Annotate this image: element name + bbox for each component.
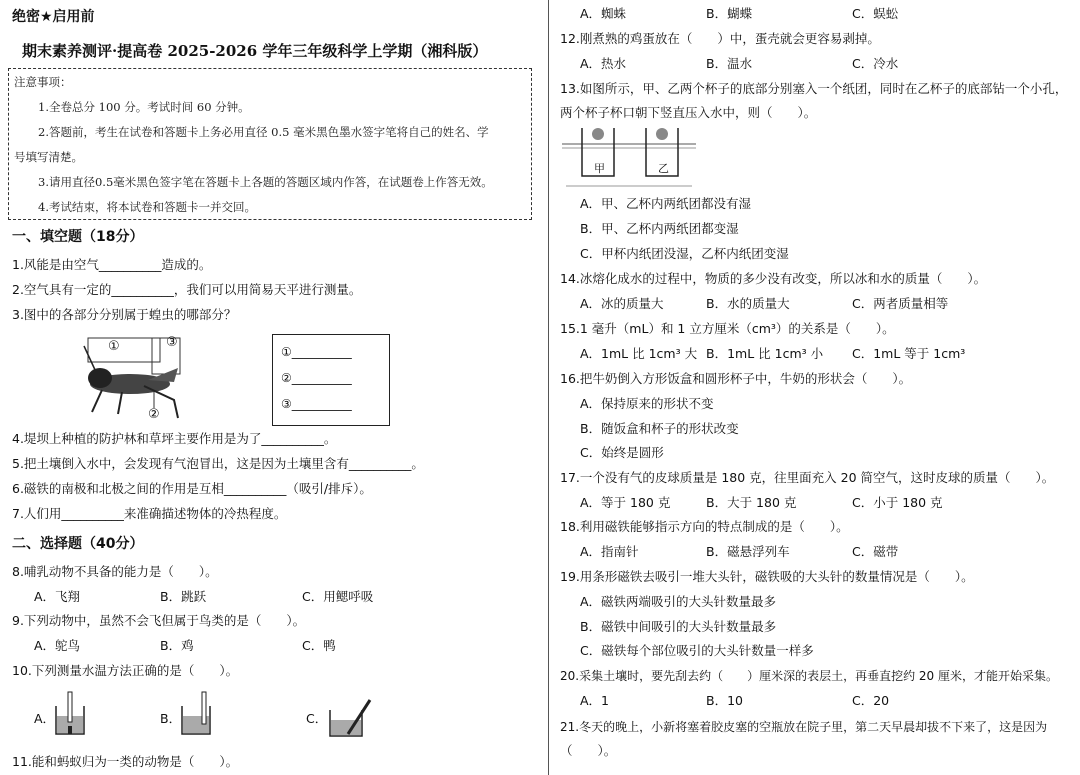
- option: A．: [34, 711, 56, 726]
- option: A．等于 180 克: [580, 495, 671, 510]
- option: C．小于 180 克: [852, 495, 943, 510]
- question-7: 7.人们用__________来准确描述物体的冷热程度。: [12, 506, 287, 521]
- option: C．磁铁每个部位吸引的大头针数量一样多: [580, 643, 814, 658]
- question-10: 10.下列测量水温方法正确的是（ ）。: [12, 663, 239, 678]
- option: A．热水: [580, 56, 627, 71]
- cups-in-water-figure: [562, 124, 696, 190]
- option: A．1mL 比 1cm³ 大: [580, 346, 698, 361]
- section-heading: 二、选择题（40分）: [12, 536, 144, 552]
- column-divider: [548, 0, 549, 775]
- question-17: 17.一个没有气的皮球质量是 180 克，往里面充入 20 简空气，这时皮球的质量（ ）。: [560, 470, 1055, 485]
- beaker-figure-a: [52, 690, 88, 736]
- option: C．两者质量相等: [852, 296, 949, 311]
- answer-box: [272, 334, 390, 426]
- secret-mark: 绝密★启用前: [12, 9, 95, 25]
- answer-line: ②__________: [281, 371, 352, 385]
- question-21: 21.冬天的晚上，小新将塞着胶皮塞的空瓶放在院子里，第二天早晨却拔不下来了，这是因为: [560, 720, 1048, 734]
- option: C．磁带: [852, 544, 899, 559]
- question-13-cont: 两个杯子杯口朝下竖直压入水中，则（ ）。: [560, 105, 817, 120]
- option: A．冰的质量大: [580, 296, 664, 311]
- option: B．磁铁中间吸引的大头针数量最多: [580, 619, 777, 634]
- figure-label: ①: [108, 339, 120, 354]
- figure-label: ②: [148, 407, 160, 422]
- option: A．1: [580, 693, 610, 708]
- question-3: 3.图中的各部分分别属于蝗虫的哪部分？: [12, 307, 237, 322]
- notice-item: 2.答题前，考生在试卷和答题卡上务必用直径 0.5 毫米黑色墨水签字笔将自己的姓名、学: [38, 125, 489, 139]
- beaker-figure-b: [178, 690, 214, 736]
- question-15: 15.1 毫升（mL）和 1 立方厘米（cm³）的关系是（ ）。: [560, 321, 895, 336]
- question-8: 8.哺乳动物不具备的能力是（ ）。: [12, 564, 218, 579]
- beaker-figure-c: [326, 696, 376, 740]
- option: C．蜈蚣: [852, 6, 899, 21]
- question-16: 16.把牛奶倒入方形饭盒和圆形杯子中，牛奶的形状会（ ）。: [560, 371, 912, 386]
- question-9: 9.下列动物中，虽然不会飞但属于鸟类的是（ ）。: [12, 613, 306, 628]
- option: B．跳跃: [160, 589, 207, 604]
- right-column: [556, 0, 1080, 775]
- notice-heading: 注意事项：: [14, 75, 72, 89]
- figure-label: ③: [166, 335, 178, 350]
- question-6: 6.磁铁的南极和北极之间的作用是互相__________（吸引/排斥）。: [12, 481, 372, 496]
- option: B．随饭盒和杯子的形状改变: [580, 421, 739, 436]
- option: B．大于 180 克: [706, 495, 797, 510]
- question-1: 1.风能是由空气__________造成的。: [12, 257, 212, 272]
- option: C．: [306, 711, 328, 726]
- option: C．用鳃呼吸: [302, 589, 374, 604]
- option: C．甲杯内纸团没湿，乙杯内纸团变湿: [580, 246, 789, 261]
- grasshopper-figure: [78, 332, 198, 424]
- option: A．指南针: [580, 544, 639, 559]
- question-14: 14.冰熔化成水的过程中，物质的多少没有改变，所以冰和水的质量（ ）。: [560, 271, 987, 286]
- question-21-cont: （ ）。: [560, 743, 617, 758]
- answer-line: ①__________: [281, 345, 352, 359]
- option: B．: [160, 711, 182, 726]
- question-18: 18.利用磁铁能够指示方向的特点制成的是（ ）。: [560, 519, 849, 534]
- option: B．10: [706, 693, 743, 708]
- option: C．冷水: [852, 56, 899, 71]
- cup-label: 乙: [658, 162, 669, 175]
- option: C．始终是圆形: [580, 445, 664, 460]
- option: A．磁铁两端吸引的大头针数量最多: [580, 594, 777, 609]
- question-19: 19.用条形磁铁去吸引一堆大头针，磁铁吸的大头针的数量情况是（ ）。: [560, 569, 974, 584]
- option: A．保持原来的形状不变: [580, 396, 714, 411]
- question-11: 11.能和蚂蚁归为一类的动物是（ ）。: [12, 754, 239, 769]
- option: B．蝴蝶: [706, 6, 753, 21]
- section-heading: 一、填空题（18分）: [12, 229, 144, 245]
- notice-item: 4.考试结束，将本试卷和答题卡一并交回。: [38, 200, 256, 214]
- notice-item: 1.全卷总分 100 分。考试时间 60 分钟。: [38, 100, 250, 114]
- option: A．飞翔: [34, 589, 81, 604]
- option: C．20: [852, 693, 890, 708]
- option: A．鸵鸟: [34, 638, 81, 653]
- option: B．温水: [706, 56, 753, 71]
- option: B．水的质量大: [706, 296, 790, 311]
- question-20: 20.采集土壤时，要先刮去约（ ）厘米深的表层土，再垂直挖约 20 厘米，才能开始采集。: [560, 669, 1058, 683]
- option: B．磁悬浮列车: [706, 544, 790, 559]
- question-2: 2.空气具有一定的__________，我们可以用简易天平进行测量。: [12, 282, 362, 297]
- cup-label: 甲: [594, 162, 605, 175]
- option: C．鸭: [302, 638, 336, 653]
- notice-item: 3.请用直径0.5毫米黑色签字笔在答题卡上各题的答题区域内作答，在试题卷上作答无效。: [38, 175, 493, 189]
- answer-line: ③__________: [281, 397, 352, 411]
- question-12: 12.刚煮熟的鸡蛋放在（ ）中，蛋壳就会更容易剥掉。: [560, 31, 880, 46]
- question-13: 13.如图所示，甲、乙两个杯子的底部分别塞入一个纸团，同时在乙杯子的底部钻一个小孔，: [560, 81, 1068, 96]
- option: A．蜘蛛: [580, 6, 627, 21]
- option: A．甲、乙杯内两纸团都没有湿: [580, 196, 752, 211]
- option: B．1mL 比 1cm³ 小: [706, 346, 824, 361]
- page-title: 期末素养测评·提高卷 2025-2026 学年三年级科学上学期（湘科版）: [22, 42, 488, 60]
- notice-item: 号填写清楚。: [14, 150, 83, 164]
- option: C．1mL 等于 1cm³: [852, 346, 966, 361]
- option: B．鸡: [160, 638, 194, 653]
- option: B．甲、乙杯内两纸团都变湿: [580, 221, 739, 236]
- question-4: 4.堤坝上种植的防护林和草坪主要作用是为了__________。: [12, 431, 337, 446]
- question-5: 5.把土壤倒入水中，会发现有气泡冒出，这是因为土壤里含有__________。: [12, 456, 424, 471]
